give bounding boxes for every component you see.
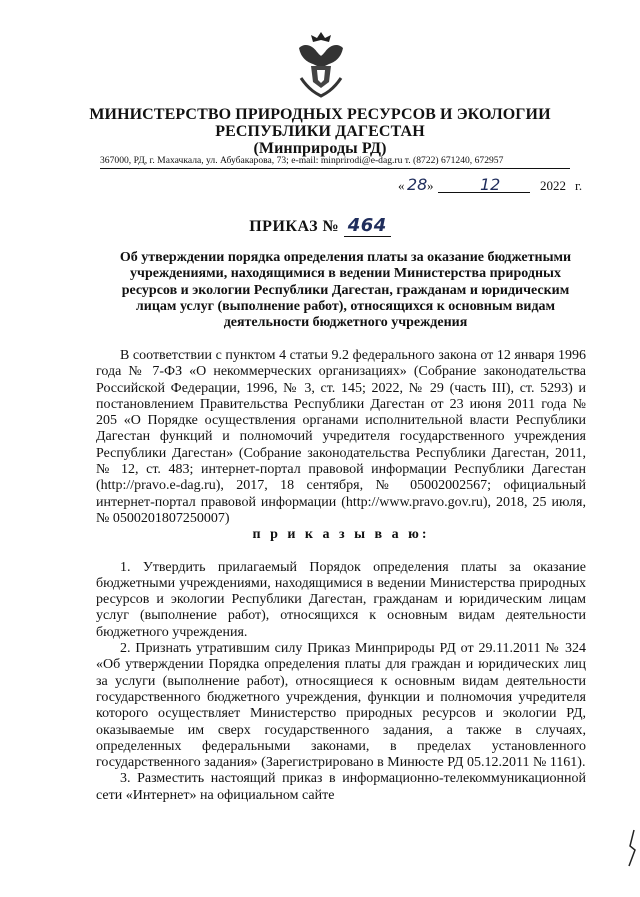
order-number-handwritten: 464 bbox=[344, 215, 391, 237]
date-month-handwritten: 12 bbox=[480, 175, 501, 194]
ministry-contacts: 367000, РД, г. Махачкала, ул. Абубакарова, 73; e-mail: minprirodi@e-dag.ru т. (8722) 671240, 672957 bbox=[100, 155, 504, 166]
date-close-quote: » bbox=[427, 178, 434, 193]
header-divider bbox=[100, 168, 570, 169]
order-item-2: 2. Признать утратившим силу Приказ Минприроды РД от 29.11.2011 № 324 «Об утверждении Порядка определения платы для граждан и юридических лиц за услуги (выполнение работ), относящиеся к основным видам деятельности государственного бюджетного учреждения, функции и полномочия учредителя которого осуществляет Министерство природных ресурсов и экологии РД, оказываемые им сверх государственного задания, а также в случаях, определенных федеральными законами, в пределах установленного государственного задания» (Зарегистрировано в Минюсте РД 05.12.2011 № 1161). bbox=[96, 641, 586, 771]
decree-word: п р и к а з ы в а ю: bbox=[252, 527, 430, 543]
coat-of-arms-emblem bbox=[291, 28, 351, 100]
date-day-handwritten: 28 bbox=[407, 175, 428, 194]
ministry-short-name: (Минприроды РД) bbox=[253, 140, 387, 157]
order-date bbox=[390, 176, 590, 196]
margin-mark bbox=[626, 828, 638, 868]
preamble-paragraph: В соответствии с пунктом 4 статьи 9.2 федерального закона от 12 января 1996 года № 7-ФЗ «О некоммерческих организациях» (Собрание законодательства Российской Федерации, 1996, № 3, ст. 145; 2022, № 29 (часть III), ст. 5293) и постановлением Правительства Республики Дагестан от 23 июня 2011 года № 205 «О Порядке осуществления органами исполнительной власти Республики Дагестан функций и полномочий учредителя государственного учреждения Республики Дагестан» (Собрание законодательства Республики Дагестан, 2011, № 12, ст. 483; интернет-портал правовой информации Республики Дагестан (http://pravo.e-dag.ru), 2017, 18 сентября, № 05002002567; официальный интернет-портал правовой информации (http://www.pravo.gov.ru), 2018, 25 июля, № 0500201807250007) bbox=[96, 348, 586, 526]
order-item-1: 1. Утвердить прилагаемый Порядок определения платы за оказание бюджетными учреждениями, находящимися в ведении Министерства природных ресурсов и экологии Республики Дагестан, гражданам и юридическим лицам услуг (выполнение работ), относящихся к основным видам деятельности бюджетного учреждения. bbox=[96, 559, 586, 640]
ministry-name-line2: РЕСПУБЛИКИ ДАГЕСТАН bbox=[215, 123, 425, 140]
ministry-name-line1: МИНИСТЕРСТВО ПРИРОДНЫХ РЕСУРСОВ И ЭКОЛОГИИ bbox=[89, 106, 551, 123]
order-title bbox=[0, 215, 640, 236]
date-year-suffix: г. bbox=[575, 178, 583, 193]
order-title-label: ПРИКАЗ № bbox=[249, 218, 340, 235]
date-year: 2022 bbox=[540, 178, 566, 193]
order-item-3: 3. Разместить настоящий приказ в информационно-телекоммуникационной сети «Интернет» на официальном сайте bbox=[96, 771, 586, 803]
order-subject: Об утверждении порядка определения платы за оказание бюджетными учреждениями, находящимися в ведении Министерства природных ресурсов и экологии Республики Дагестан, гражданам и юридическим лицам услуг (выполнение работ), относящихся к основным видам деятельности бюджетного учреждения bbox=[119, 250, 572, 331]
date-open-quote: « bbox=[398, 178, 405, 193]
order-body bbox=[96, 348, 586, 804]
